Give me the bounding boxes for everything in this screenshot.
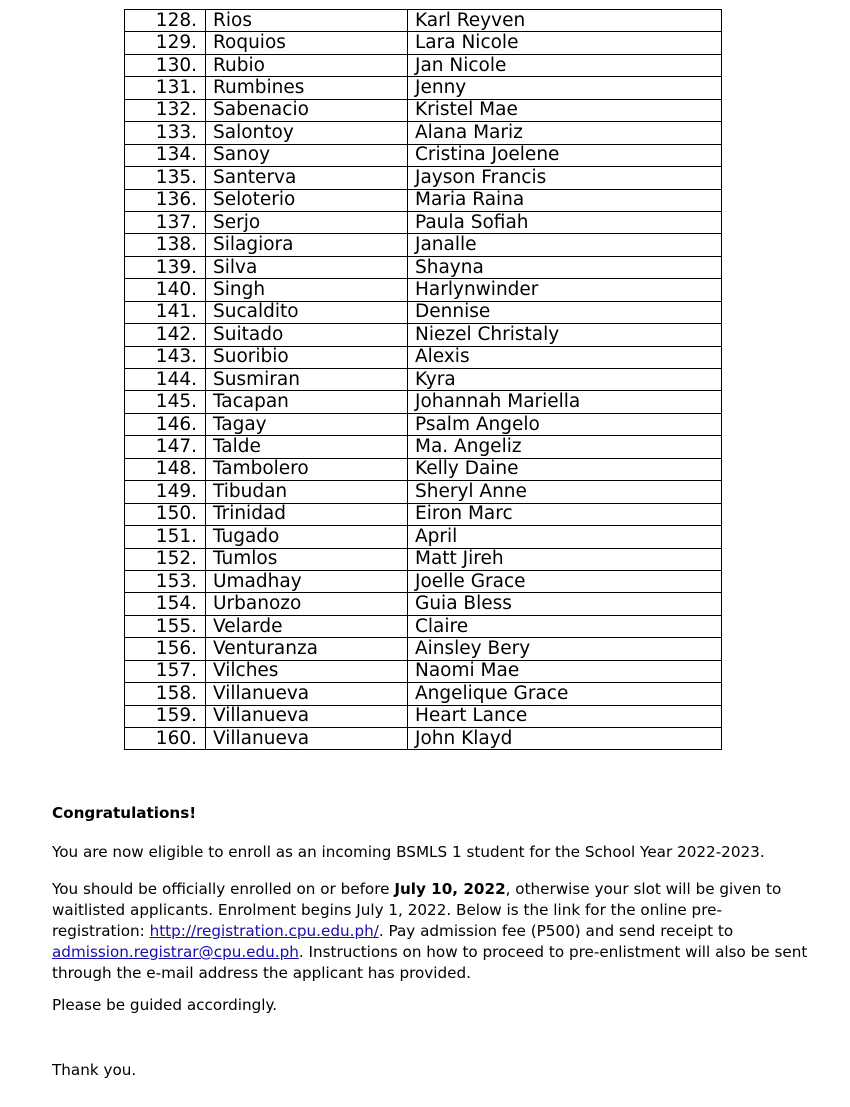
deadline-intro-text: You should be officially enrolled on or before — [52, 880, 395, 898]
first-name-cell: Ainsley Bery — [408, 638, 722, 660]
table-row — [125, 481, 722, 503]
table-row — [125, 324, 722, 346]
table-row — [125, 279, 722, 301]
last-name-cell: Trinidad — [206, 503, 408, 525]
row-number: 147. — [125, 436, 206, 458]
table-row — [125, 436, 722, 458]
last-name-cell: Villanueva — [206, 728, 408, 750]
row-number: 150. — [125, 503, 206, 525]
table-row — [125, 548, 722, 570]
row-number: 148. — [125, 458, 206, 480]
table-row — [125, 728, 722, 750]
last-name-cell: Tumlos — [206, 548, 408, 570]
row-number: 131. — [125, 77, 206, 99]
last-name-cell: Salontoy — [206, 122, 408, 144]
first-name-cell: Alana Mariz — [408, 122, 722, 144]
first-name-cell: Heart Lance — [408, 705, 722, 727]
row-number: 138. — [125, 234, 206, 256]
last-name-cell: Suitado — [206, 324, 408, 346]
last-name-cell: Venturanza — [206, 638, 408, 660]
table-row — [125, 54, 722, 76]
first-name-cell: Alexis — [408, 346, 722, 368]
row-number: 139. — [125, 256, 206, 278]
table-row — [125, 570, 722, 592]
first-name-cell: Lara Nicole — [408, 32, 722, 54]
first-name-cell: Jenny — [408, 77, 722, 99]
row-number: 151. — [125, 526, 206, 548]
last-name-cell: Tagay — [206, 413, 408, 435]
first-name-cell: Sheryl Anne — [408, 481, 722, 503]
table-row — [125, 99, 722, 121]
first-name-cell: Naomi Mae — [408, 660, 722, 682]
row-number: 136. — [125, 189, 206, 211]
guidance-paragraph: Please be guided accordingly. — [52, 996, 278, 1014]
row-number: 153. — [125, 570, 206, 592]
first-name-cell: Harlynwinder — [408, 279, 722, 301]
last-name-cell: Rios — [206, 10, 408, 32]
table-row — [125, 593, 722, 615]
row-number: 141. — [125, 301, 206, 323]
row-number: 152. — [125, 548, 206, 570]
row-number: 160. — [125, 728, 206, 750]
first-name-cell: Joelle Grace — [408, 570, 722, 592]
table-row — [125, 234, 722, 256]
fee-text: . Pay admission fee (P500) and send receipt to — [378, 922, 734, 940]
row-number: 159. — [125, 705, 206, 727]
enrollment-instructions-paragraph — [52, 879, 812, 984]
first-name-cell: Maria Raina — [408, 189, 722, 211]
enrollee-table-body — [125, 10, 722, 750]
last-name-cell: Tibudan — [206, 481, 408, 503]
table-row — [125, 413, 722, 435]
table-row — [125, 189, 722, 211]
table-row — [125, 144, 722, 166]
last-name-cell: Vilches — [206, 660, 408, 682]
table-row — [125, 660, 722, 682]
closing-text: Thank you. — [52, 1061, 137, 1079]
table-row — [125, 77, 722, 99]
row-number: 149. — [125, 481, 206, 503]
first-name-cell: Cristina Joelene — [408, 144, 722, 166]
first-name-cell: Paula Sofiah — [408, 211, 722, 233]
first-name-cell: Dennise — [408, 301, 722, 323]
first-name-cell: Jayson Francis — [408, 167, 722, 189]
table-row — [125, 256, 722, 278]
first-name-cell: Matt Jireh — [408, 548, 722, 570]
first-name-cell: Angelique Grace — [408, 683, 722, 705]
row-number: 129. — [125, 32, 206, 54]
last-name-cell: Tambolero — [206, 458, 408, 480]
first-name-cell: John Klayd — [408, 728, 722, 750]
table-row — [125, 615, 722, 637]
table-row — [125, 369, 722, 391]
table-row — [125, 638, 722, 660]
eligibility-paragraph: You are now eligible to enroll as an incoming BSMLS 1 student for the School Year 2022-2023. — [52, 843, 765, 861]
first-name-cell: Ma. Angeliz — [408, 436, 722, 458]
table-row — [125, 503, 722, 525]
last-name-cell: Silagiora — [206, 234, 408, 256]
first-name-cell: Kristel Mae — [408, 99, 722, 121]
last-name-cell: Talde — [206, 436, 408, 458]
last-name-cell: Suoribio — [206, 346, 408, 368]
last-name-cell: Tugado — [206, 526, 408, 548]
table-row — [125, 211, 722, 233]
row-number: 158. — [125, 683, 206, 705]
row-number: 144. — [125, 369, 206, 391]
registration-link[interactable]: http://registration.cpu.edu.ph/ — [149, 922, 379, 940]
last-name-cell: Singh — [206, 279, 408, 301]
last-name-cell: Sanoy — [206, 144, 408, 166]
last-name-cell: Sucaldito — [206, 301, 408, 323]
deadline-rest-text: , otherwise your slot will be given to waitlisted applicants. Enrolment begins July 1, 2022. Below is the link for the online pre-registration: — [52, 880, 782, 940]
table-row — [125, 301, 722, 323]
first-name-cell: April — [408, 526, 722, 548]
first-name-cell: Psalm Angelo — [408, 413, 722, 435]
deadline-date: July 10, 2022 — [394, 880, 506, 898]
table-row — [125, 458, 722, 480]
row-number: 128. — [125, 10, 206, 32]
first-name-cell: Kelly Daine — [408, 458, 722, 480]
last-name-cell: Tacapan — [206, 391, 408, 413]
row-number: 135. — [125, 167, 206, 189]
first-name-cell: Kyra — [408, 369, 722, 391]
enrollee-table — [124, 9, 722, 750]
table-row — [125, 391, 722, 413]
row-number: 157. — [125, 660, 206, 682]
admission-email-link[interactable]: admission.registrar@cpu.edu.ph — [52, 943, 299, 961]
table-row — [125, 683, 722, 705]
last-name-cell: Silva — [206, 256, 408, 278]
row-number: 130. — [125, 54, 206, 76]
row-number: 134. — [125, 144, 206, 166]
first-name-cell: Janalle — [408, 234, 722, 256]
first-name-cell: Karl Reyven — [408, 10, 722, 32]
last-name-cell: Serjo — [206, 211, 408, 233]
table-row — [125, 32, 722, 54]
last-name-cell: Villanueva — [206, 705, 408, 727]
first-name-cell: Claire — [408, 615, 722, 637]
row-number: 145. — [125, 391, 206, 413]
table-row — [125, 526, 722, 548]
table-row — [125, 122, 722, 144]
last-name-cell: Susmiran — [206, 369, 408, 391]
first-name-cell: Shayna — [408, 256, 722, 278]
last-name-cell: Seloterio — [206, 189, 408, 211]
table-row — [125, 10, 722, 32]
congratulations-heading: Congratulations! — [52, 804, 197, 822]
last-name-cell: Santerva — [206, 167, 408, 189]
last-name-cell: Rubio — [206, 54, 408, 76]
last-name-cell: Umadhay — [206, 570, 408, 592]
last-name-cell: Velarde — [206, 615, 408, 637]
row-number: 140. — [125, 279, 206, 301]
row-number: 143. — [125, 346, 206, 368]
last-name-cell: Villanueva — [206, 683, 408, 705]
row-number: 146. — [125, 413, 206, 435]
row-number: 132. — [125, 99, 206, 121]
last-name-cell: Rumbines — [206, 77, 408, 99]
first-name-cell: Johannah Mariella — [408, 391, 722, 413]
row-number: 156. — [125, 638, 206, 660]
table-row — [125, 346, 722, 368]
first-name-cell: Niezel Christaly — [408, 324, 722, 346]
row-number: 155. — [125, 615, 206, 637]
last-name-cell: Sabenacio — [206, 99, 408, 121]
first-name-cell: Guia Bless — [408, 593, 722, 615]
instructions-text: . Instructions on how to proceed to pre-enlistment will also be sent through the e-mail address the applicant has provided. — [52, 943, 808, 982]
table-row — [125, 167, 722, 189]
first-name-cell: Eiron Marc — [408, 503, 722, 525]
row-number: 137. — [125, 211, 206, 233]
row-number: 154. — [125, 593, 206, 615]
last-name-cell: Urbanozo — [206, 593, 408, 615]
last-name-cell: Roquios — [206, 32, 408, 54]
first-name-cell: Jan Nicole — [408, 54, 722, 76]
table-row — [125, 705, 722, 727]
row-number: 142. — [125, 324, 206, 346]
row-number: 133. — [125, 122, 206, 144]
